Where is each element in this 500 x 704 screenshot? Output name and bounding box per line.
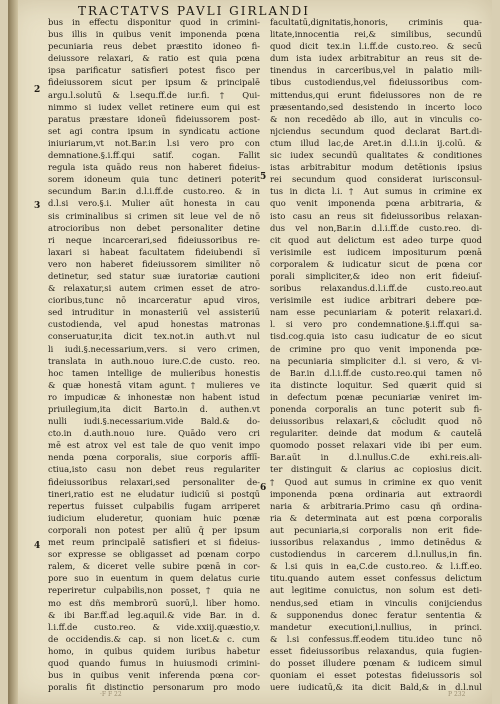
text-line: conseruatur,ita dicit tex.not.in auth.vt nul (48, 331, 260, 342)
margin-number: 3 (34, 201, 41, 211)
text-line: fideiussoribus relaxari,sed personaliter de- (48, 476, 260, 487)
text-line: deiussore relaxari, & ratio est quia pœna (48, 53, 260, 64)
text-line: soribus relaxandus.d.l.i.ff.de custo.reo.aut (270, 283, 482, 294)
left-text-column (48, 16, 260, 693)
text-line: atrocioribus non debet personaliter detine (48, 222, 260, 233)
text-line: bus in effectu disponitur quod in crimini- (48, 17, 260, 27)
footer-mark-right: P 232 (448, 691, 466, 698)
text-line: quod dicit tex.in l.i.ff.de custo.reo. & secū (270, 41, 482, 52)
text-line: ponenda corporalis an tunc poterit sub fi- (270, 404, 482, 414)
text-line: quod quando fumus in huiusmodi crimini- (48, 657, 260, 668)
text-line: secundum Bar.in d.l.i.ff.de custo.reo. & in (48, 186, 260, 197)
text-line: regulariter. deinde dat modum & cautelā (270, 428, 482, 439)
text-line: ipsa parificatur satisfieri potest fisco per (48, 65, 260, 76)
text-line: verisimile est iudice arbitrari debere pœ- (270, 295, 482, 306)
text-line: facultatū,dignitatis,honoris, criminis qua- (270, 17, 482, 27)
text-line: fideiussorem sicut per ipsum & principalē (48, 77, 260, 88)
text-line: isto casu an reus sit fideiussoribus relaxan- (270, 210, 482, 221)
text-line: argu.l.solutū & l.sequ.ff.de iur.fi. † Qui- (48, 89, 260, 100)
text-line: nam esse pecuniariam & poterit relaxari.d. (270, 307, 482, 318)
text-line: rei secundum quod considerat iurisconsul- (270, 174, 482, 185)
text-line: poralis fit distinctio personarum pro modo (48, 682, 260, 693)
text-line: ter distinguit & clarius ac copiosius dicit. (270, 464, 482, 475)
text-line: & ibi Bar.ff.ad leg.aquil.& vide Bar. in d. (48, 609, 260, 620)
text-line: custodienda, vel apud honestas matronas (48, 319, 260, 330)
text-line: regula ista quādo reus non haberet fideius- (48, 162, 260, 173)
text-line: & relaxatur,si autem crimen esset de atro- (48, 283, 260, 294)
text-line: sor expresse se obligasset ad pœnam corpo (48, 549, 260, 560)
text-line: & l.si confessus.ff.eodem titu.ideo tunc nō (270, 633, 482, 644)
margin-number: 4 (34, 541, 41, 551)
text-line: hoc tamen intellige de mulieribus honestis (48, 367, 260, 378)
text-line: iniuriarum,vt not.Bar.in l.si vero pro con (48, 137, 260, 148)
text-line: tibus custodiendus,vel fideiussoribus com- (270, 77, 482, 88)
text-line: esset fideiussoribus relaxandus, quia fugien- (270, 645, 482, 656)
text-line: ro impudicæ & inhonestæ non habent istud (48, 391, 260, 402)
text-line: ria & determinata aut est pœna corporalis (270, 512, 482, 523)
text-line: titu.quando autem esset confessus delictum (270, 573, 482, 584)
text-line: verisimile est iudicem impositurum pœnā (270, 246, 482, 257)
text-line: de crimine pro quo venit imponenda pœ- (270, 343, 482, 354)
text-line: cioribus,tunc nō incarceratur apud viros, (48, 295, 260, 306)
text-line: homo, in quibus quidem iuribus habetur (48, 645, 260, 656)
text-line: vero non haberet fideiussorem similiter nō (48, 258, 260, 269)
text-line: bus illis in quibus venit imponenda pœna (48, 29, 260, 40)
text-line: laxari si habeat facultatem fideiubendi sī (48, 246, 260, 257)
right-text-column (270, 16, 482, 693)
text-line: tineri,ratio est ne eludatur iudiciū si postqū (48, 488, 260, 499)
text-line: tus in dicta l.i. † Aut sumus in crimine ex (270, 186, 482, 197)
text-line: istas arbitrabitur modum detētionis ipsius (270, 162, 482, 173)
text-line: iussoribus relaxandus , immo detinēdus & (270, 537, 482, 548)
text-line: li iudi.§.necessarium,vers. si vero crimen, (48, 343, 260, 354)
text-line: dum ista iudex arbitrabitur an reus sit de- (270, 53, 482, 64)
text-line: set agi contra ipsum in syndicatu actione (48, 125, 260, 136)
text-line: tisd.cog.quia isto casu iudicatur de eo sicut (270, 331, 482, 342)
text-line: paratus præstare idoneū fideiussorem post- (48, 113, 260, 124)
text-line: & supponendus donec feratur sententia & (270, 609, 482, 620)
text-line: & quæ honestā vitam agunt.† mulieres ve (48, 379, 260, 390)
text-line: quo venit imponenda pœna arbitraria, & (270, 198, 482, 209)
text-line: do posset illudere pœnam & iudicem simul (270, 657, 482, 668)
text-line: l.i.ff.de custo.reo. & vide.xxiij.quæstio,v. (48, 621, 260, 632)
text-line: priuilegium,ita dicit Barto.in d. authen.vt (48, 404, 260, 414)
text-line: aut pecuniaria,si corporalis non erit fide- (270, 524, 482, 535)
text-line: dus vel non,Bar.in d.l.i.ff.de custo.reo. di- (270, 222, 482, 233)
text-line: Bar.aūt in d.l.nullus.C.de exhi.reis.ali- (270, 452, 482, 463)
text-line: na pecuniaria simpliciter d.l. si vero, & vi- (270, 355, 482, 366)
text-line: pore suo in euentum in quem delatus curie (48, 573, 260, 584)
text-line: mē est atrox vel est tale de quo venit impo (48, 440, 260, 451)
text-line: l. si vero pro condemnatione.§.i.ff.qui sa- (270, 319, 482, 330)
text-line: mittendus,qui erunt fideiussores non de re (270, 89, 482, 100)
text-line: cit quod aut delictum est adeo turpe quod (270, 234, 482, 245)
text-line: de occidendis.& cap. si non licet.& c. cum (48, 633, 260, 644)
text-line: deiussoribus relaxari,& cōcludit quod nō (270, 416, 482, 427)
text-line: nenda pœna corporalis, siue corporis afflī- (48, 452, 260, 463)
text-line: mo est dñs membrorū suorū,l. liber homo. (48, 597, 260, 608)
text-line: detinetur, sed statur suæ iuratoriæ cautioni (48, 270, 260, 281)
text-line: custodiendus in carcerem d.l.nullus,in fin. (270, 549, 482, 560)
text-line: mandetur executioni,l.nullius, in princi. (270, 621, 482, 632)
running-header: TRACTATVS PAVLI GIRLANDI (78, 4, 311, 18)
text-line: quoniam ei esset potestas fideiussoris sol (270, 670, 482, 681)
text-line: porali simpliciter,& ideo non erit fideiuſ- (270, 270, 482, 281)
margin-number: 6 (260, 483, 267, 493)
text-line: sorem idoneum quia tunc detineri poterit (48, 174, 260, 185)
text-line: njciendus secundum quod declarat Bart.di- (270, 125, 482, 136)
text-line: iudicium eluderetur, quoniam huic pœnæ (48, 512, 260, 523)
text-line: in defectum pœnæ pecuniariæ veniret im- (270, 391, 482, 402)
footer-mark-left: ·F F 22 (100, 691, 122, 698)
text-line: nimmo si iudex vellet retinere eum qui est (48, 101, 260, 112)
text-line: pecuniaria reus debet præstito idoneo fi- (48, 41, 260, 52)
text-line: ralem, & diceret velle subire pœnā in cor- (48, 561, 260, 572)
text-line: reperiretur culpabilis,non posset,† quia ne (48, 585, 260, 596)
text-line: uere iudicatū,& ita dicit Bald,& in d.l.nul (270, 682, 482, 693)
text-line: de Bar.in d.l.i.ff.de custo.reo.qui tamen nō (270, 367, 482, 378)
book-page (8, 0, 492, 704)
text-line: cto.in d.auth.nouo iure. Quādo vero cri (48, 428, 260, 439)
text-line: corporalem & iudicatur sicut de pœna cor (270, 258, 482, 269)
text-line: ita distincte loquitur. Sed quærit quid si (270, 379, 482, 390)
text-line: quomodo posset relaxari vide ibi per eum. (270, 440, 482, 451)
margin-number: 2 (34, 85, 41, 95)
text-line: sis criminalibus si crimen sit leue vel de nō (48, 210, 260, 221)
text-line: præsentando,sed desistendo in incerto loco (270, 101, 482, 112)
text-line: d.l.si vero.§.i. Mulier aūt honesta in cau (48, 198, 260, 209)
text-line: sic iudex secundū qualitates & conditiones (270, 150, 482, 161)
text-line: ri neque incarcerari,sed fideiussoribus re- (48, 234, 260, 245)
text-line: met reum principalē satisfieri et si fideius- (48, 537, 260, 548)
text-line: † Quod aut sumus in crimine ex quo venit (270, 476, 482, 487)
text-line: imponenda pœna ordinaria aut extraordi (270, 488, 482, 499)
text-line: corporali non potest per aliū q̄ per ipsum (48, 524, 260, 535)
text-line: tinendus in carceribus,vel in palatio mili- (270, 65, 482, 76)
text-line: translata in auth.nouo iure.C.de custo. reo. (48, 355, 260, 366)
text-line: sed intruditur in monasteriū vel assisteriū (48, 307, 260, 318)
text-line: bus in quibus venit inferenda pœna cor- (48, 670, 260, 681)
text-line: naria & arbitraria.Primo casu qñ ordina- (270, 500, 482, 511)
text-line: demnatione.§.i.ff.qui satif. cogan. Fallit (48, 150, 260, 161)
page-gutter (8, 0, 18, 704)
text-line: repertus fuisset culpabilis fugam arriperet (48, 500, 260, 511)
text-line: nulli iudi.§.necessarium.vide Bald.& do- (48, 416, 260, 427)
text-line: ctum illud lac,de Aret.in d.l.i.in ij.colū. & (270, 137, 482, 148)
text-line: & non recedēdo ab illo, aut in vinculis co- (270, 113, 482, 124)
text-line: & l.si quis in ea,C.de custo.reo. & l.i.ff.eo. (270, 561, 482, 572)
text-line: litate,innocentia rei,& similibus, secundū (270, 29, 482, 40)
margin-number: 5 (260, 172, 267, 182)
text-line: nendus,sed etiam in vinculis conijciendus (270, 597, 482, 608)
text-line: ctiua,isto casu non debet reus regulariter (48, 464, 260, 475)
text-line: aut legitime conuictus, non solum est deti- (270, 585, 482, 596)
